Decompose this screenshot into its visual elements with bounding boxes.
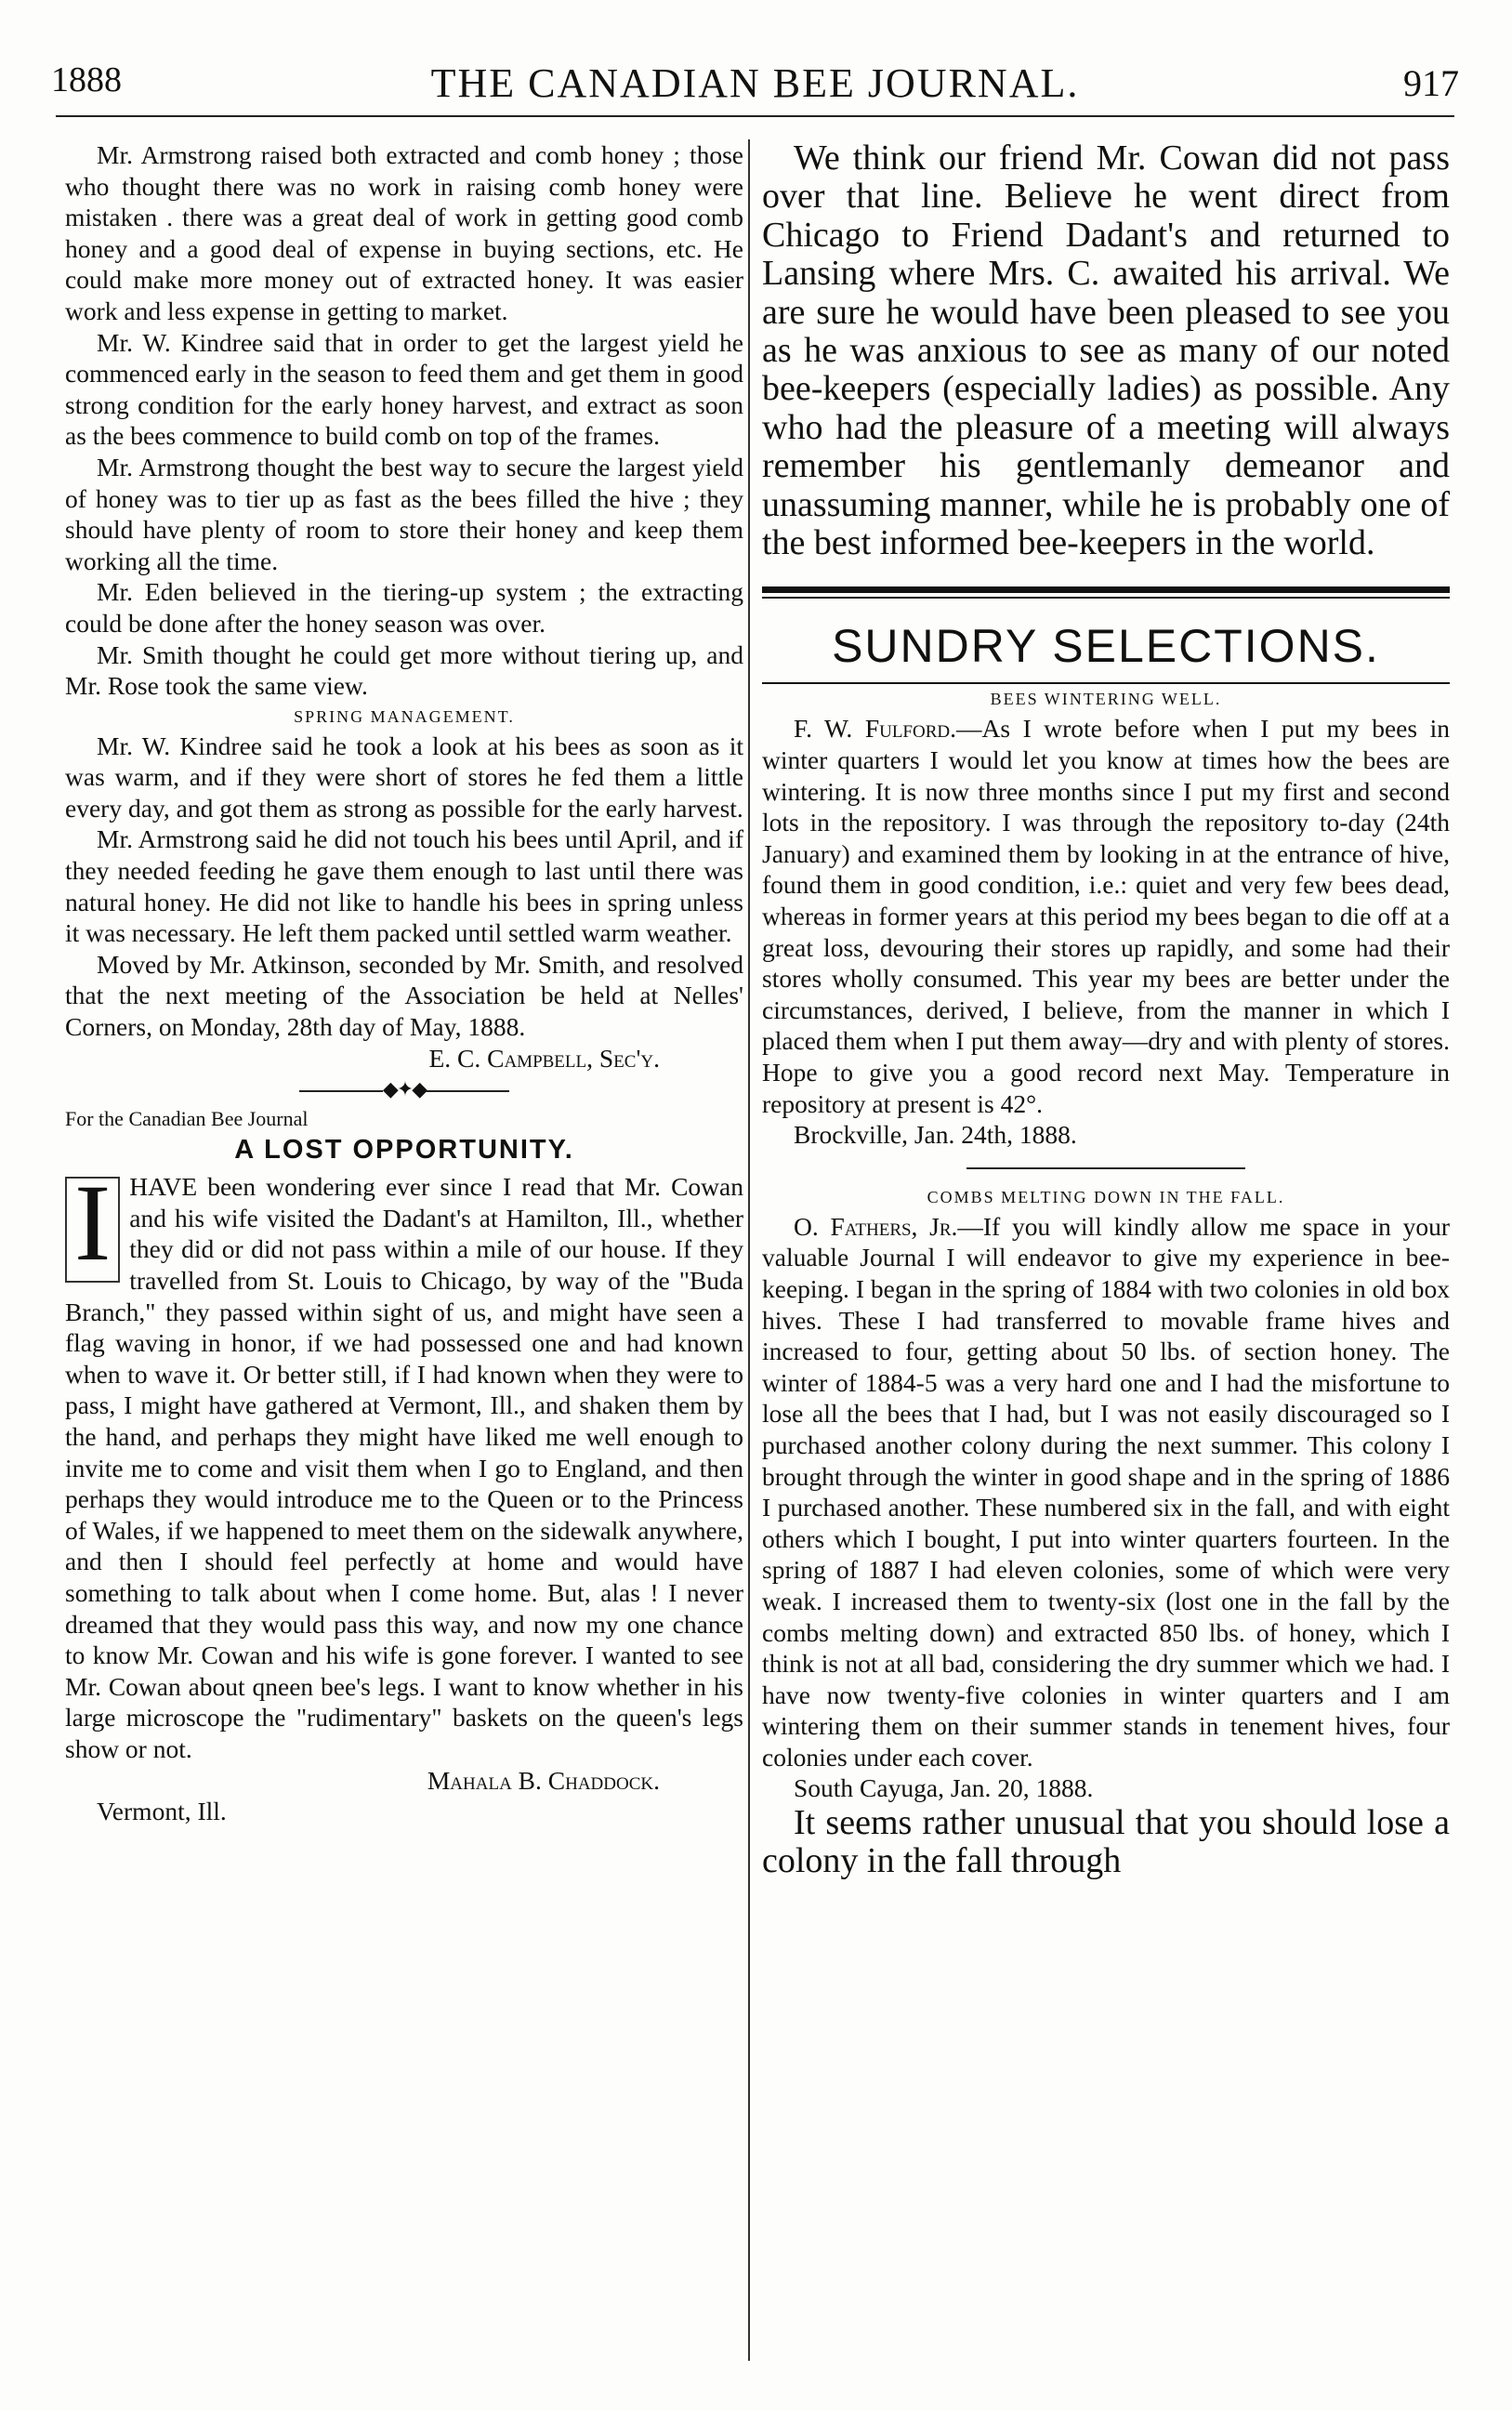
drop-cap: I <box>65 1177 120 1283</box>
thin-rule <box>762 597 1450 599</box>
letter-place: South Cayuga, Jan. 20, 1888. <box>794 1773 1094 1803</box>
thick-rule <box>762 586 1450 593</box>
article-body <box>65 1162 743 1764</box>
left-column <box>65 139 743 1827</box>
letter-author: O. Fathers, Jr. <box>794 1211 958 1241</box>
journal-title: THE CANADIAN BEE JOURNAL. <box>430 60 1080 106</box>
letter-author: F. W. Fulford. <box>794 714 956 744</box>
letter-text: —If you will kindly allow me space in your valuable Journal I will endeavor to give my experience in bee-keeping. I began in the spring of 1884 with two colonies in old box hives. These I had transferred to movable frame hives and increased to four, getting about 50 lbs. of section honey. The winter of 1884-5 was a very hard one and I had the misfortune to lose all the bees that I had, but I was not easily discouraged so I purchased another colony during the next summer. This colony I brought through the winter in good shape and in the spring of 1886 I purchased another. These numbered six in the fall, and with eight others which I bought, I put into winter quarters fourteen. In the spring of 1887 I had eleven colonies, some of which were very weak. I increased them to twenty-six (lost one in the fall by the combs melting down) and extracted 850 lbs. of honey, which I think is not at all bad, considering the dry summer which we had. I have now twenty-five colonies in winter quarters and I am wintering them on their summer stands in tenement hives, four colonies under each cover. <box>762 1211 1450 1772</box>
ornament-divider: ◆✦◆ <box>65 1077 743 1101</box>
subheading-bees-wintering: BEES WINTERING WELL. <box>990 690 1222 709</box>
section-title-sundry-selections: SUNDRY SELECTIONS. <box>832 620 1380 673</box>
author-place: Vermont, Ill. <box>97 1797 227 1826</box>
editor-comment: It seems rather unusual that you should lose a colony in the fall through <box>762 1803 1450 1881</box>
editor-reply: We think our friend Mr. Cowan did not pass over that line. Believe he went direct from Chicago to Friend Dadant's and returned to Lansing where Mrs. C. awaited his arrival. We are sure he would have been pleased to see you as he was anxious to see as many of our noted bee-keepers (especially ladies) as possible. Any who had the pleasure of a meeting will always remember his gentlemanly demeanor and unassuming manner, while he is probably one of the best informed bee-keepers in the world. <box>762 138 1450 563</box>
short-rule <box>966 1167 1245 1169</box>
section-heading-spring-management: SPRING MANAGEMENT. <box>294 706 515 726</box>
column-divider <box>748 139 750 2361</box>
author-signature: Mahala B. Chaddock. <box>427 1765 660 1795</box>
letter-text: —As I wrote before when I put my bees in winter quarters I would let you know at times how the bees are wintering. It is now three months since I put my first and second lots in the repository. I was through the repository to-day (24th January) and examined them by looking in at the entrance of hive, found them in good condition, i.e.: quiet and very few bees dead, whereas in former years at this period my bees began to die off at a great loss, devouring their stores up rapidly, and some had their stores wholly consumed. This year my bees are better under the circumstances, derived, I believe, from the manner in which I placed them when I put them away—dry and with plenty of stores. Hope to give you a good record next May. Temperature in repository at present is 42°. <box>762 714 1450 1118</box>
right-column <box>762 139 1450 1881</box>
paragraph: Mr. W. Kindree said he took a look at his bees as soon as it was warm, and if they were short of stores he fed them a little every day, and got them as strong as possible for the early harvest. <box>65 731 743 823</box>
letter-paragraph <box>762 1211 1450 1773</box>
thin-rule <box>762 682 1450 684</box>
letter-paragraph <box>762 713 1450 1119</box>
secretary-signature: E. C. Campbell, Sec'y. <box>428 1043 660 1073</box>
article-title: A LOST OPPORTUNITY. <box>234 1135 574 1166</box>
paragraph: Mr. Armstrong said he did not touch his bees until April, and if they needed feeding he gave them enough to last until there was natural honey. He did not like to handle his bees in spring unless it was necessary. He left them packed until settled warm weather. <box>65 824 743 948</box>
subheading-combs-melting: COMBS MELTING DOWN IN THE FALL. <box>927 1187 1285 1206</box>
header-year: 1888 <box>51 60 122 99</box>
letter-place: Brockville, Jan. 24th, 1888. <box>794 1120 1077 1150</box>
header-rule <box>56 115 1454 117</box>
article-paragraph: HAVE been wondering ever since I read that Mr. Cowan and his wife visited the Dadant's at Hamilton, Ill., whether they did or did not pass within a mile of our house. If they travelled from St. Louis to Chicago, by way of the "Buda Branch," they passed within sight of us, and might have seen a flag waving in honor, if we had possessed one and had known when to wave it. Or better still, if I had known when they were to pass, I might have gathered at Vermont, Ill., and shaken them by the hand, and perhaps they might have liked me well enough to invite me to come and visit them when I go to England, and then perhaps they would introduce me to the Queen or to the Princess of Wales, if we happened to meet them on the sidewalk anywhere, and then I should feel perfectly at home and would have something to talk about when I come home. But, alas ! I never dreamed that they would pass this way, and now my one chance to know Mr. Cowan and his wife is gone forever. I wanted to see Mr. Cowan about qneen bee's legs. I want to know whether in his large microscope the "rudimentary" baskets on the queen's legs show or not. <box>65 1172 743 1763</box>
paragraph: Mr. W. Kindree said that in order to get the largest yield he commenced early in the season to feed them and get them in good strong condition for the early honey harvest, and extract as soon as the bees commence to build comb on top of the frames. <box>65 327 743 451</box>
paragraph: Moved by Mr. Atkinson, seconded by Mr. Smith, and resolved that the next meeting of the Association be held at Nelles' Corners, on Monday, 28th day of May, 1888. <box>65 949 743 1042</box>
page-number: 917 <box>1403 62 1459 104</box>
paragraph: Mr. Armstrong raised both extracted and comb honey ; those who thought there was no work in raising comb honey were mistaken . there was a great deal of work in getting good comb honey and a good deal of expense in buying sections, etc. He could make more money out of extracted honey. It was easier work and less expense in getting to market. <box>65 140 743 325</box>
source-line: For the Canadian Bee Journal <box>65 1107 309 1131</box>
paragraph: Mr. Armstrong thought the best way to secure the largest yield of honey was to tier up as fast as the bees filled the hive ; they should have plenty of room to store their honey and keep them working all the time. <box>65 452 743 575</box>
paragraph: Mr. Eden believed in the tiering-up system ; the extracting could be done after the honey season was over. <box>65 577 743 638</box>
paragraph: Mr. Smith thought he could get more without tiering up, and Mr. Rose took the same view. <box>65 639 743 701</box>
